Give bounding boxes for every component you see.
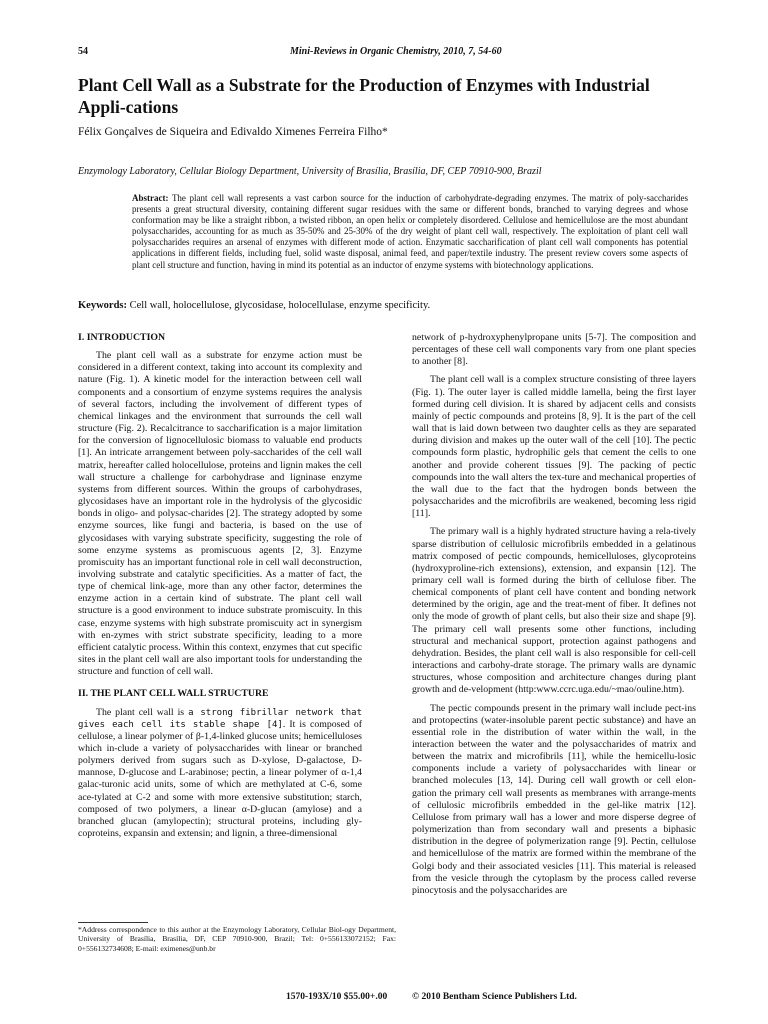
journal-citation: Mini-Reviews in Organic Chemistry, 2010, 7, 54-60 (290, 46, 502, 57)
left-column (78, 332, 362, 846)
issn-price: 1570-193X/10 $55.00+.00 (286, 992, 388, 1002)
copyright: © 2010 Bentham Science Publishers Ltd. (412, 992, 577, 1002)
structure-paragraph-start: The plant cell wall is (96, 706, 189, 718)
correspondence-footnote: *Address correspondence to this author at the Enzymology Laboratory, Cellular Biol-ogy Department, University of Brasília, Brasília, DF, CEP 70910-900, Brazil; Tel: 0+556133072152; Fax: 0+556132734608; E-mail: eximenes@unb.br (78, 925, 396, 953)
affiliation: Enzymology Laboratory, Cellular Biology Department, University of Brasília, Brasília, DF, CEP 70910-900, Brazil (78, 166, 542, 177)
pectic-compounds-paragraph: The pectic compounds present in the primary wall include pect-ins and protopectins (water-insoluble parent pectic substance) and have an essential role in the distribution of water within the wall, in the interaction between the water and the polysaccharides of matrix and between the matrix and microfibrils [11], while the hemicellu-losic components include a variety of polysaccharides with linear or branched molecules [13, 14]. During cell wall growth or cell elon-gation the primary cell wall presents as membranes with arrange-ments of cellulosic microfibrils embedded in the gel-like matrix [12]. Cellulose from primary wall has a lower and more disperse degree of polymerization than from secondary wall and presents a biphasic distribution in the degree of polymerization range [9]. Pectin, cellulose and hemicellulose of the matrix are formed within the membrane of the Golgi body and their associated vesicles [11]. This material is released from the vesicle through the cytoplasm by the process called reverse pinocytosis and the polysaccharides are (412, 702, 696, 896)
article-title: Plant Cell Wall as a Substrate for the Production of Enzymes with Industrial Appli-cations (78, 75, 650, 117)
monospace-phrase: a strong fibrillar network that gives each cell its stable shape [4] (78, 707, 362, 730)
structure-paragraph-rest: . It is composed of cellulose, a linear polymer of β-1,4-linked glucose units; hemicelluloses which in-clude a variety of polysaccharides with linear or branched polymers derived from sugars such as D-xylose, D-galactose, D-mannose, D-glucose and L-arabinose; pectin, a linear polymer of α-1,4 galac-turonic acid units, some of which are methylated at C-6, some ace-tylated at C-2 and some with more extensive substitution; starch, composed of two polymers, a linear α-D-glucan (amylose) and a branched glucan (amylopectin); structural proteins, including gly-coproteins, expansin and extensin; and lignin, a three-dimensional (78, 718, 362, 840)
intro-paragraph: The plant cell wall as a substrate for enzyme action must be considered in a different context, taking into account its complexity and nature (Fig. 1). A kinetic model for the interaction between cell wall components and a consortium of enzyme systems requires the analysis of several factors, including the involvement of different types of chemical linkages and the environment that surrounds the cell wall structure (Fig. 2). Recalcitrance to saccharification is a major limitation for the conversion of lignocellulosic biomass to valuable end products [1]. An intricate arrangement between poly-saccharides of the cell wall matrix, hereafter called holocellulose, proteins and lignin makes the cell wall structure a challenge for carbohydrase and ligninase enzyme systems from different sources. Within the groups of carbohydrases, glycosidases have an important role in the hydrolysis of the glycosidic bonds in oligo- and polysac-charides [2]. The strategy adopted by some enzyme sources, like fungi and bacteria, is based on the use of glycosidases with varying substrate specificity, suggesting the role of some enzyme systems as promiscuous agents [2, 3]. Enzyme promiscuity has an important functional role in cell wall deconstruction, involving substrate and catalytic specificities. As a matter of fact, the type of chemical link-age, more than any other factor, determines the enzyme action in a certain kind of substrate. The plant cell wall structure is a good environment to induce substrate promiscuity. In this case, enzyme systems with high substrate promiscuity act in synergism with en-zymes with strict substrate specificity, leading to a more efficient catalytic process. Within this context, enzymes that cut specific sites in the plant cell wall are also important tools for understanding the structure and function of cell wall. (78, 350, 362, 678)
primary-wall-paragraph: The primary wall is a highly hydrated structure having a rela-tively sparse distribution of cellulosic microfibrils embedded in a gelatinous matrix composed of pectic compounds, hemicelluloses, glycoproteins (hydroxyproline-rich extensions), extension, and expansin [12]. The primary cell wall is formed during the birth of cellulose fiber. The chemical components of plant cell have content and bonding network determined by the origin, age and the treat-ment of fiber. It defines not only the mode of growth of plant cells, but also their size and shape [9]. The primary cell wall presents some other functions, including structural and mechanical support, protection against pathogens and dehydration. Besides, the plant cell wall is also responsible for cell-cell interactions and carbohy-drate storage. The primary walls are dynamic structures, whose composition and architecture changes during plant growth and de-velopment (http:www.ccrc.uga.edu/~mao/ouline.htm). (412, 526, 696, 696)
continued-paragraph: network of p-hydroxyphenylpropane units [5-7]. The composition and percentages of these cell wall components vary from one plant species to another [8]. (412, 332, 696, 368)
keywords-text: Cell wall, holocellulose, glycosidase, holocellulase, enzyme specificity. (129, 300, 431, 311)
section-heading-cell-wall-structure: II. THE PLANT CELL WALL STRUCTURE (78, 688, 269, 700)
page-number: 54 (78, 46, 88, 57)
structure-paragraph (78, 707, 362, 841)
layers-paragraph: The plant cell wall is a complex structure consisting of three layers (Fig. 1). The outer layer is called middle lamella, being the first layer formed during cell division. It is shared by adjacent cells and consists mainly of pectic compounds and proteins [8, 9]. It is the part of the cell wall that is laid down between two daughter cells as they are separated during division and makes up the outer wall of the cell [10]. The pectic compounds form plastic, hydrophilic gels that cement the cells to one another and provide coherent tissues [9]. The packing of pectic compounds into the wall alters the tex-ture and mechanical properties of the wall due to the fact that the hydrogen bonds between the polysaccharides and the microfibrils are weakened, becoming less rigid [11]. (412, 374, 696, 520)
right-column (412, 332, 696, 903)
authors: Félix Gonçalves de Siqueira and Edivaldo Ximenes Ferreira Filho* (78, 126, 388, 138)
footnote-rule (78, 922, 148, 923)
keywords-label: Keywords: (78, 300, 127, 311)
section-heading-introduction: I. INTRODUCTION (78, 332, 166, 343)
abstract (132, 193, 688, 271)
keywords (78, 300, 430, 311)
abstract-label: Abstract: (132, 193, 169, 203)
abstract-text: The plant cell wall represents a vast carbon source for the induction of carbohydrate-degrading enzymes. The matrix of poly-saccharides presents a great structural diversity, containing different sugar residues with the same or different bonds, branched to varying degrees and whose conformation may be like a straight ribbon, a twisted ribbon, an open helix or completely disordered. Cellulose and hemicellulose are the most abundant polysaccharides, accounting for as much as 35-50% and 25-30% of the dry weight of plant cell wall, respectively. The exploitation of plant cell wall polysaccharides requires an arsenal of enzymes with different mode of action. Enzymatic saccharification of plant cell wall components has potential applications in different fields, including fuel, solid waste disposal, animal feed, and paper/textile industry. The present review covers some aspects of plant cell structure and function, having in mind its potential as an inductor of enzyme systems with biotechnology applications. (132, 193, 688, 270)
